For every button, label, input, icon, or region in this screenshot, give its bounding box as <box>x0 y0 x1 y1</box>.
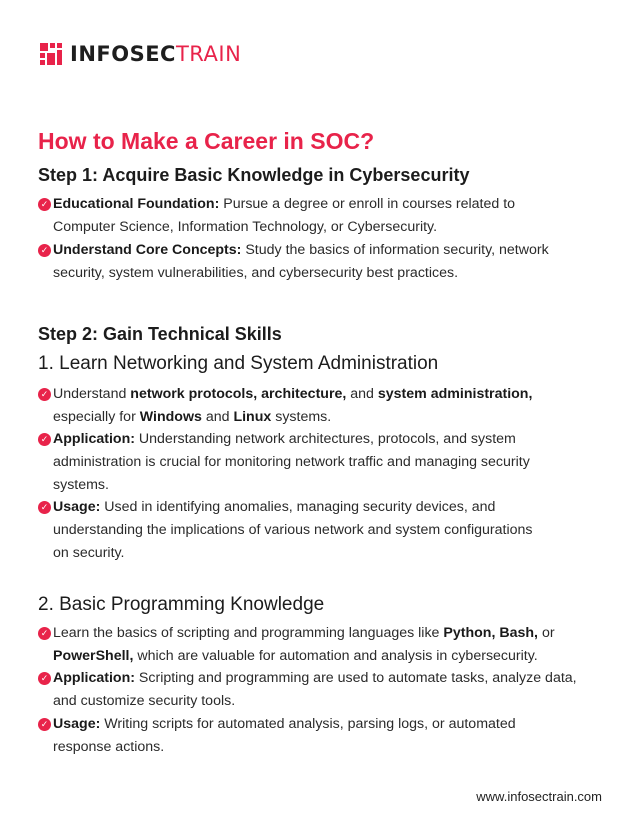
item-bold: Python, Bash, <box>443 625 538 641</box>
item-text: which are valuable for automation and analysis in cybersecurity. <box>133 648 538 664</box>
item-label: Understand Core Concepts: <box>53 242 242 258</box>
item-text: Writing scripts for automated analysis, parsing logs, or automated <box>100 716 516 732</box>
item-text: Pursue a degree or enroll in courses related to <box>219 196 516 212</box>
list-item <box>38 383 598 429</box>
item-bold: Linux <box>233 409 272 425</box>
check-circle-icon: ✓ <box>38 718 51 731</box>
item-text-cont: Computer Science, Information Technology, or Cybersecurity. <box>53 219 438 235</box>
step2-heading: Step 2: Gain Technical Skills <box>38 324 282 344</box>
item-text-cont: systems. <box>53 477 109 493</box>
item-label: Educational Foundation: <box>53 196 220 212</box>
item-text-cont: and customize security tools. <box>53 693 236 709</box>
list-item <box>38 713 598 759</box>
item-text: and <box>201 409 234 425</box>
item-text: Used in identifying anomalies, managing security devices, and <box>100 499 496 515</box>
item-text: systems. <box>271 409 332 425</box>
item-text: Study the basics of information security, network <box>241 242 549 258</box>
item-bold: system administration, <box>377 386 533 402</box>
sub1-heading: 1. Learn Networking and System Administration <box>38 353 439 374</box>
check-circle-icon: ✓ <box>38 501 51 514</box>
item-text-cont: response actions. <box>53 739 165 755</box>
check-circle-icon: ✓ <box>38 198 51 211</box>
item-bold: network protocols, architecture, <box>130 386 347 402</box>
item-text-cont <box>53 645 598 668</box>
check-circle-icon: ✓ <box>38 433 51 446</box>
item-text: especially for <box>53 409 140 425</box>
item-text-cont: understanding the implications of various network and system configurations <box>53 522 533 538</box>
item-label: Usage: <box>53 499 101 515</box>
list-item <box>38 622 598 668</box>
step1-heading: Step 1: Acquire Basic Knowledge in Cybersecurity <box>38 165 470 185</box>
item-text-cont: on security. <box>53 545 125 561</box>
page-title: How to Make a Career in SOC? <box>38 128 375 154</box>
check-circle-icon: ✓ <box>38 672 51 685</box>
brand-name-accent: TRAIN <box>175 42 242 66</box>
item-text-cont <box>53 406 598 429</box>
item-text: Understanding network architectures, protocols, and system <box>134 431 516 447</box>
list-item <box>38 667 598 713</box>
item-label: Application: <box>53 431 135 447</box>
item-text-cont: administration is crucial for monitoring network traffic and managing security <box>53 454 530 470</box>
item-bold: PowerShell, <box>53 648 134 664</box>
brand-name <box>70 42 241 66</box>
list-item <box>38 239 598 285</box>
item-text: Learn the basics of scripting and programming languages like <box>53 625 444 641</box>
item-bold: Windows <box>139 409 202 425</box>
item-label: Usage: <box>53 716 101 732</box>
check-circle-icon: ✓ <box>38 244 51 257</box>
item-text: and <box>346 386 378 402</box>
list-item <box>38 496 598 565</box>
brand-logo <box>40 42 241 66</box>
item-text: Understand <box>53 386 131 402</box>
item-text: or <box>538 625 555 641</box>
sub2-heading: 2. Basic Programming Knowledge <box>38 594 325 615</box>
list-item <box>38 193 598 239</box>
check-circle-icon: ✓ <box>38 388 51 401</box>
logo-mark-icon <box>40 43 62 65</box>
list-item <box>38 428 598 497</box>
item-text: Scripting and programming are used to automate tasks, analyze data, <box>134 670 577 686</box>
brand-name-dark: INFOSEC <box>70 42 176 66</box>
item-text-cont: security, system vulnerabilities, and cybersecurity best practices. <box>53 265 459 281</box>
footer-url[interactable]: www.infosectrain.com <box>476 789 602 804</box>
check-circle-icon: ✓ <box>38 627 51 640</box>
item-label: Application: <box>53 670 135 686</box>
